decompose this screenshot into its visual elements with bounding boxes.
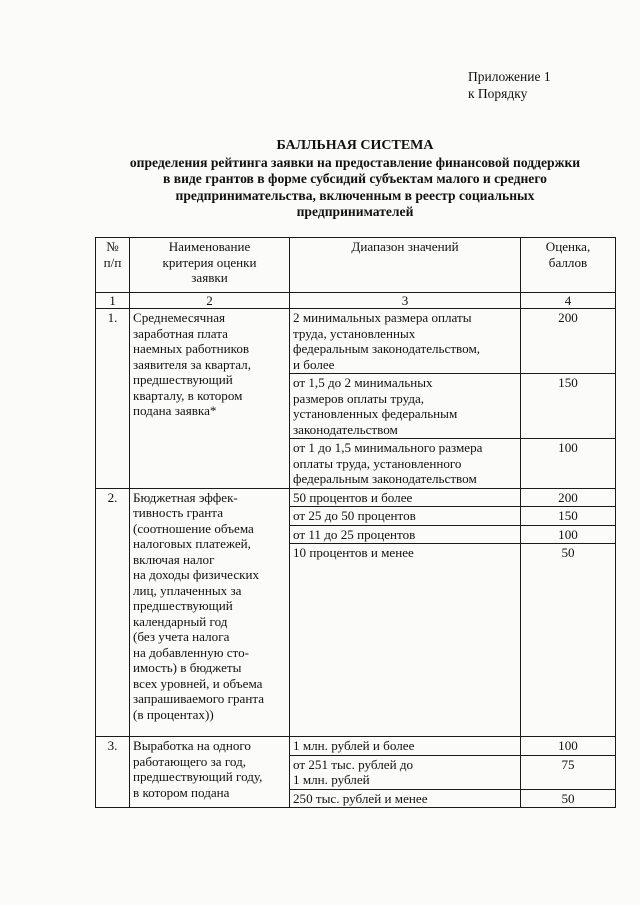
row-3-score-3: 50 [521, 789, 616, 808]
column-index-4: 4 [521, 293, 616, 309]
heading-title: БАЛЛЬНАЯ СИСТЕМА [276, 138, 434, 153]
row-2-score-1: 200 [521, 488, 616, 507]
header-num: № п/п [96, 238, 130, 293]
row-1-range-3: от 1 до 1,5 минимального размера оплаты труда, установленного федеральным законодательством [290, 439, 521, 489]
column-index-2: 2 [130, 293, 290, 309]
appendix-reference [468, 68, 551, 102]
row-3-range-1: 1 млн. рублей и более [290, 737, 521, 756]
row-2-range-1: 50 процентов и более [290, 488, 521, 507]
row-2-num: 2. [96, 488, 130, 737]
row-3-range-3: 250 тыс. рублей и менее [290, 789, 521, 808]
document-heading [95, 138, 615, 221]
header-score: Оценка, баллов [521, 238, 616, 293]
row-1-score-2: 150 [521, 374, 616, 439]
row-1-criterion: Среднемесячная заработная плата наемных работников заявителя за квартал, предшествующий кварталу, в котором подана заявка* [130, 309, 290, 489]
table-row [96, 737, 616, 756]
row-3-criterion: Выработка на одного работающего за год, предшествующий году, в котором подана [130, 737, 290, 808]
table-row [96, 309, 616, 374]
appendix-line-2: к Порядку [468, 86, 528, 101]
row-2-score-2: 150 [521, 507, 616, 526]
scoring-table [95, 237, 616, 808]
row-1-score-1: 200 [521, 309, 616, 374]
row-2-range-4: 10 процентов и менее [290, 544, 521, 737]
header-range: Диапазон значений [290, 238, 521, 293]
column-index-1: 1 [96, 293, 130, 309]
row-1-score-3: 100 [521, 439, 616, 489]
column-index-row [96, 293, 616, 309]
row-1-num: 1. [96, 309, 130, 489]
heading-line-2: в виде грантов в форме субсидий субъектам малого и среднего [163, 171, 547, 186]
row-2-range-2: от 25 до 50 процентов [290, 507, 521, 526]
row-2-score-3: 100 [521, 525, 616, 544]
row-3-score-1: 100 [521, 737, 616, 756]
row-1-range-1: 2 минимальных размера оплаты труда, установленных федеральным законодательством, и более [290, 309, 521, 374]
header-criterion: Наименование критерия оценки заявки [130, 238, 290, 293]
row-2-criterion: Бюджетная эффек- тивность гранта (соотношение объема налоговых платежей, включая налог на доходы физических лиц, уплаченных за предшествующий календарный год (без учета налога на добавленную сто- имость) в бюджеты всех уровней, и объема запрашиваемого гранта (в процентах)) [130, 488, 290, 737]
row-3-score-2: 75 [521, 755, 616, 789]
row-3-range-2: от 251 тыс. рублей до 1 млн. рублей [290, 755, 521, 789]
row-2-range-3: от 11 до 25 процентов [290, 525, 521, 544]
heading-line-3: предпринимательства, включенным в реестр социальных [175, 187, 535, 203]
row-1-range-2: от 1,5 до 2 минимальных размеров оплаты труда, установленных федеральным законодательством [290, 374, 521, 439]
column-index-3: 3 [290, 293, 521, 309]
row-2-score-4: 50 [521, 544, 616, 737]
table-header-row [96, 238, 616, 293]
row-3-num: 3. [96, 737, 130, 808]
table-row [96, 488, 616, 507]
heading-line-1: определения рейтинга заявки на предоставление финансовой поддержки [129, 154, 581, 170]
heading-line-4: предпринимателей [296, 204, 414, 219]
appendix-line-1: Приложение 1 [468, 69, 551, 84]
